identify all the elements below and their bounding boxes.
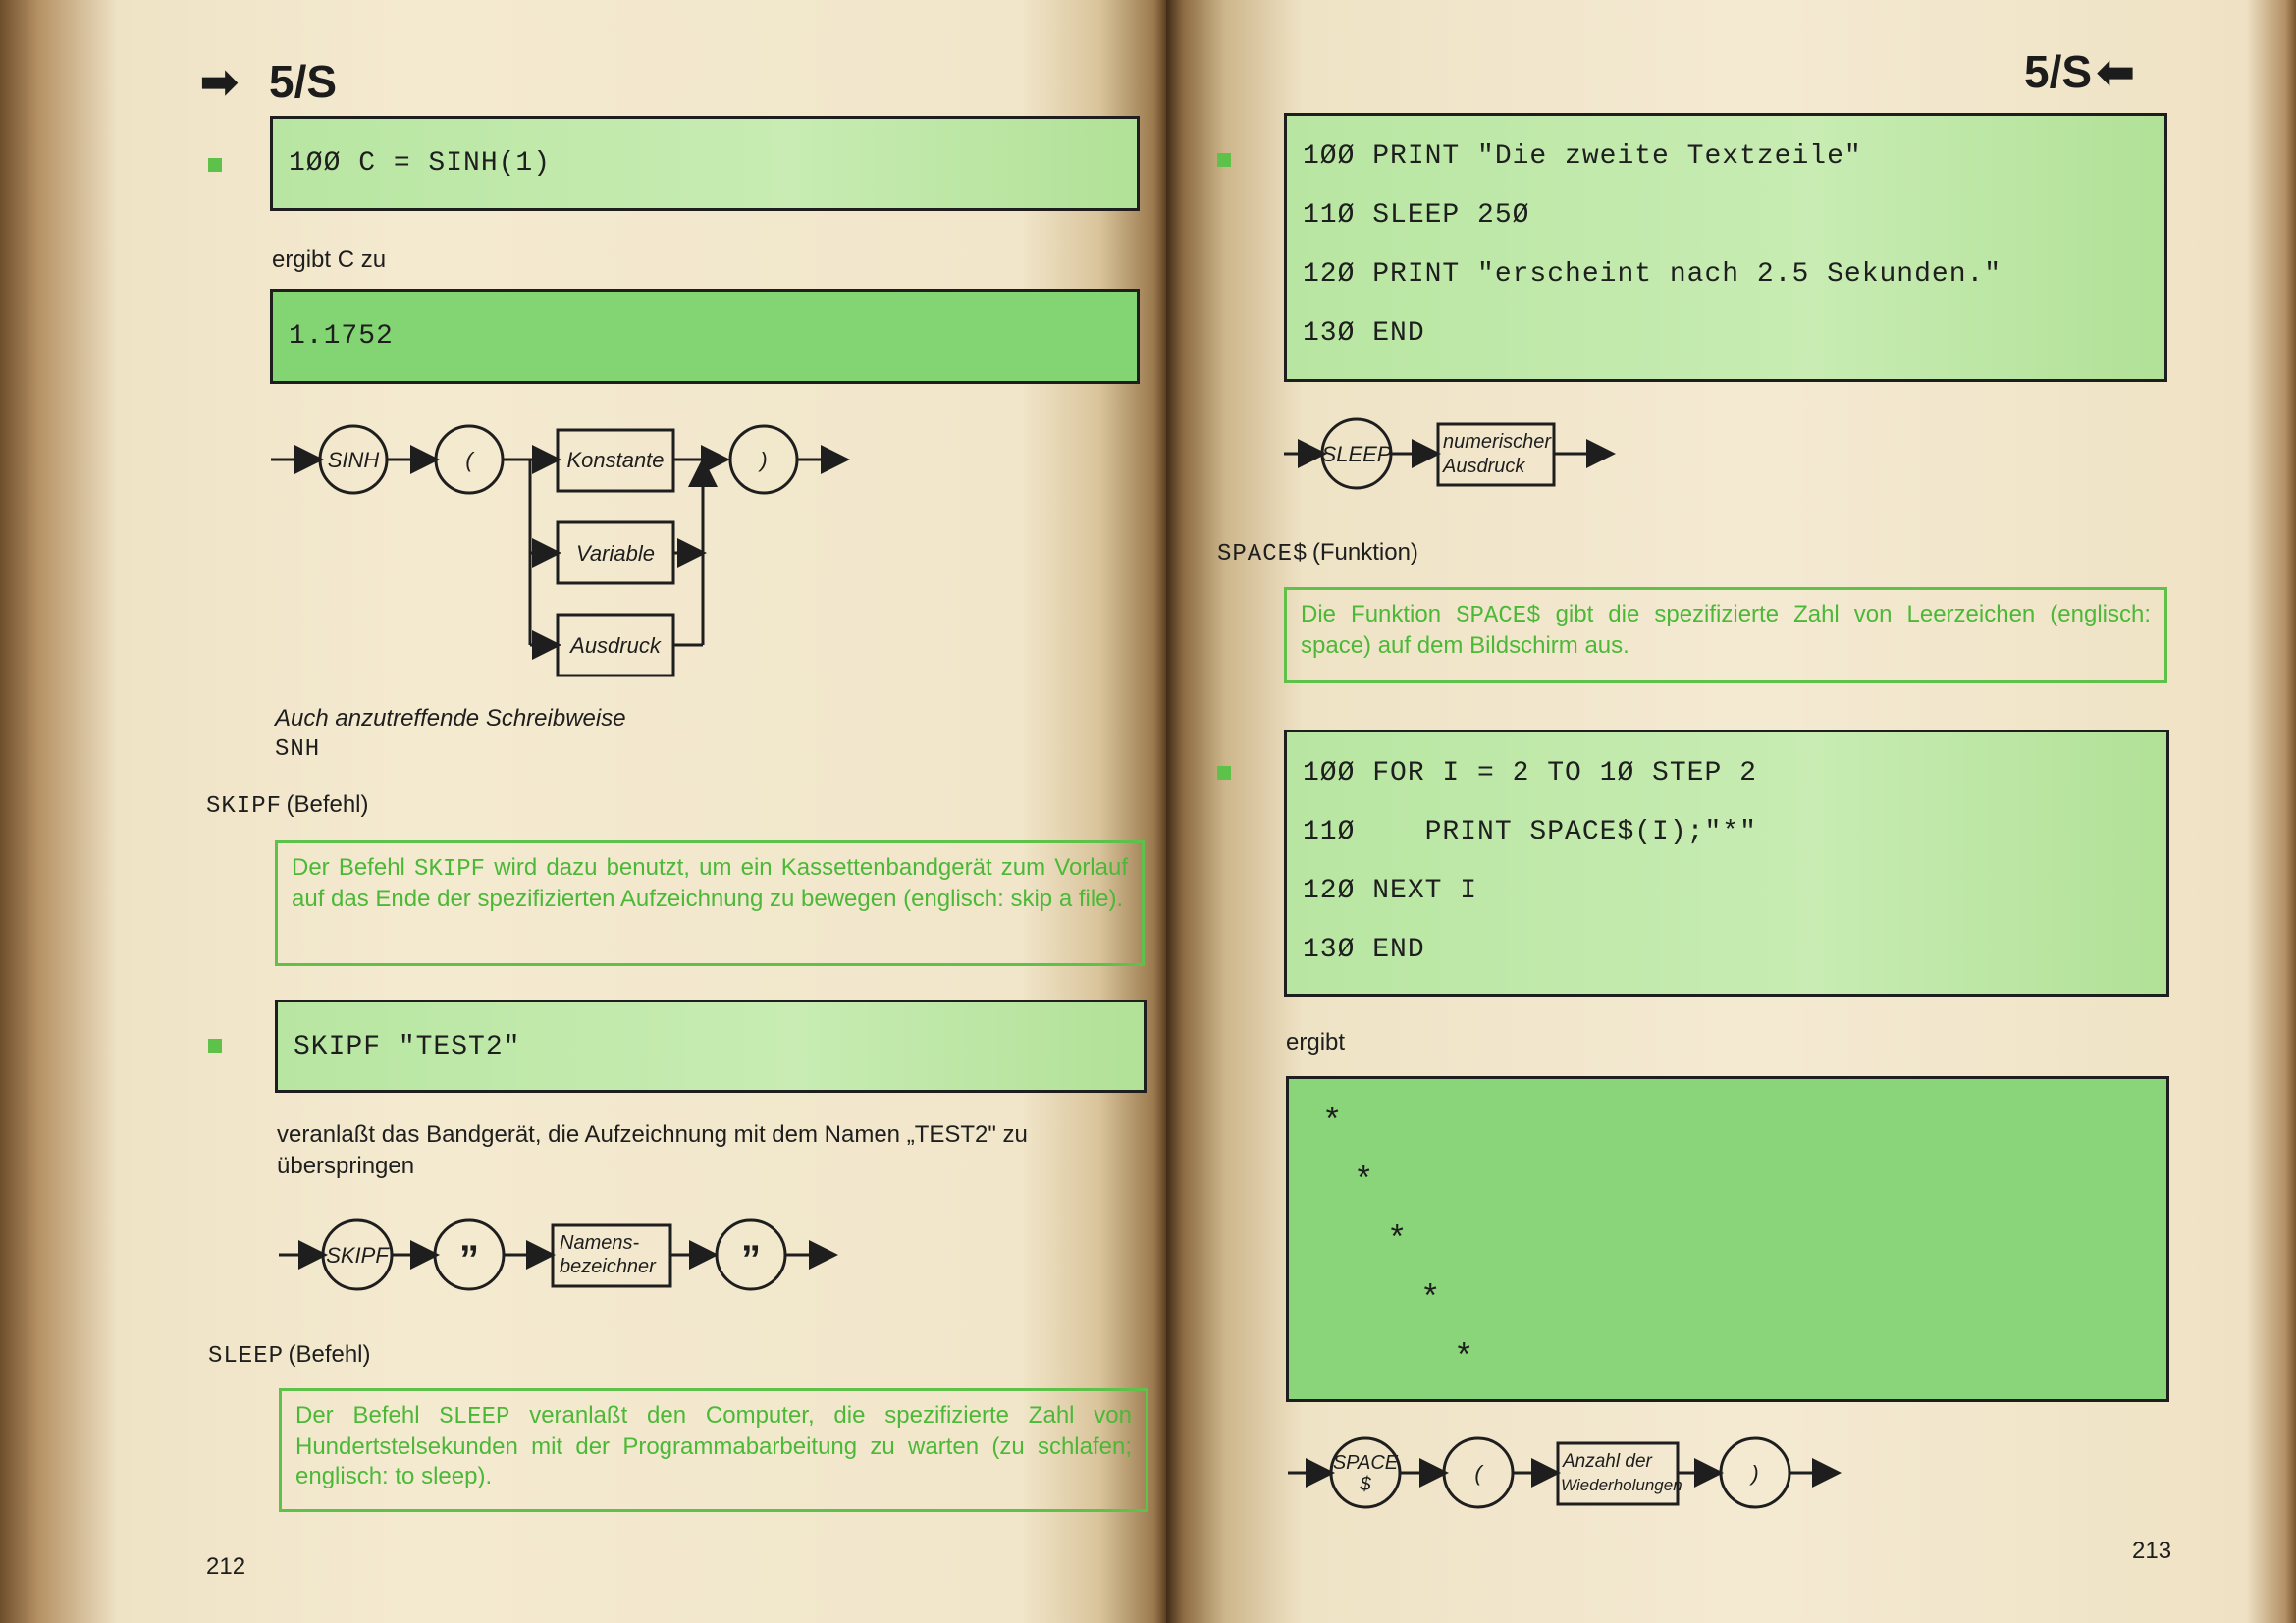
code-box-space [1284,730,2169,997]
option-label: Konstante [566,448,665,472]
code-line: 1ØØ FOR I = 2 TO 1Ø STEP 2 [1303,758,1757,788]
definition-box-skipf [275,840,1145,966]
output-box-stars [1286,1076,2169,1402]
heading-keyword: SLEEP [208,1343,285,1370]
alt-spelling-label: Auch anzutreffende Schreibweise [275,705,626,731]
output-star: * [1420,1281,1442,1319]
code-line: 13Ø END [1303,318,1425,349]
box-label: Ausdruck [1443,456,1525,477]
result-value: 1.1752 [289,321,394,352]
bullet-marker [1217,766,1231,780]
open-paren-label: ( [465,448,473,472]
page-number: 213 [2132,1538,2172,1564]
page-header: 5/S [269,56,338,107]
code-line: 11Ø SLEEP 25Ø [1303,200,1530,231]
option-label: Variable [576,541,655,566]
code-box-sleep [1284,113,2167,382]
syntax-diagram-sleep [1280,412,1633,507]
code-line: 1ØØ C = SINH(1) [289,148,552,179]
code-line: 11Ø PRINT SPACE$(I);"*" [1303,817,1757,847]
output-star: * [1387,1222,1409,1260]
page-header: 5/S [2024,46,2093,97]
box-label: bezeichner [560,1256,656,1277]
definition-keyword: SKIPF [414,856,486,883]
box-label: Anzahl der [1563,1451,1652,1472]
close-paren-label: ) [1751,1461,1759,1486]
open-paren-label: ( [1474,1461,1482,1486]
definition-box-space [1284,587,2167,683]
syntax-diagram-space [1284,1430,1853,1524]
section-heading-sleep [208,1341,371,1370]
result-label: ergibt [1286,1029,1346,1055]
definition-text: veranlaßt den Computer, die spezifizierte Zahl von Hundertstelsekunden mit der Programmabarbeitung zu warten (zu schlafen; englisch: to sleep). [295,1402,1133,1489]
heading-type: (Befehl) [286,791,369,818]
heading-keyword: SPACE$ [1217,541,1308,568]
definition-text: gibt die spezifizierte Zahl von Leerzeichen (englisch: space) auf dem Bildschirm aus. [1301,601,2152,659]
bullet-marker [1217,153,1231,167]
output-star: * [1322,1105,1344,1142]
quote-label: ” [459,1238,479,1281]
code-line: 1ØØ PRINT "Die zweite Textzeile" [1303,141,1862,172]
keyword-label: SINH [327,448,380,472]
option-label: Ausdruck [570,633,661,658]
section-heading-skipf [206,791,369,820]
quote-label: ” [741,1238,761,1281]
code-line: 13Ø END [1303,935,1425,965]
output-star: * [1354,1163,1375,1201]
definition-keyword: SLEEP [439,1404,510,1431]
syntax-diagram-skipf [275,1212,844,1306]
definition-text: wird dazu benutzt, um ein Kassettenbandgerät zum Vorlauf auf das Ende der spezifizierten Aufzeichnung zu bewegen (englisch: skip a file). [292,854,1129,912]
alt-spelling: SNH [275,736,321,763]
skipf-description: veranlaßt das Bandgerät, die Aufzeichnung mit dem Namen „TEST2" zu überspringen [277,1121,1028,1179]
syntax-diagram-sinh [265,412,854,687]
box-label: Wiederholungen [1561,1476,1682,1494]
page-right [1166,0,2296,1623]
output-star: * [1454,1340,1475,1378]
page-number: 212 [206,1553,246,1580]
code-line: 12Ø NEXT I [1303,876,1478,906]
code-line: 12Ø PRINT "erscheint nach 2.5 Sekunden." [1303,259,2002,290]
definition-text: Der Befehl [295,1402,440,1429]
code-box-skipf [275,1000,1147,1093]
bullet-marker [208,158,222,172]
definition-box-sleep [279,1388,1148,1512]
box-label: numerischer [1443,431,1552,453]
heading-type: (Funktion) [1311,539,1418,566]
code-box-sinh [270,116,1140,211]
result-box-sinh [270,289,1140,384]
definition-keyword: SPACE$ [1456,603,1541,629]
keyword-label: $ [1360,1474,1371,1495]
code-line: SKIPF "TEST2" [294,1032,521,1062]
keyword-label: SKIPF [326,1243,389,1268]
definition-text: Der Befehl [292,854,415,881]
result-label: ergibt C zu [272,246,387,273]
box-label: Namens- [560,1232,640,1254]
right-arrow-icon: ➡ [200,56,239,107]
close-paren-label: ) [760,448,768,472]
keyword-label: SLEEP [1321,442,1392,466]
section-heading-space [1217,539,1418,568]
heading-keyword: SKIPF [206,793,283,820]
definition-text: Die Funktion [1301,601,1457,627]
left-arrow-icon: ➡ [2097,46,2135,97]
keyword-label: SPACE [1332,1452,1399,1474]
bullet-marker [208,1039,222,1053]
heading-type: (Befehl) [288,1341,371,1368]
